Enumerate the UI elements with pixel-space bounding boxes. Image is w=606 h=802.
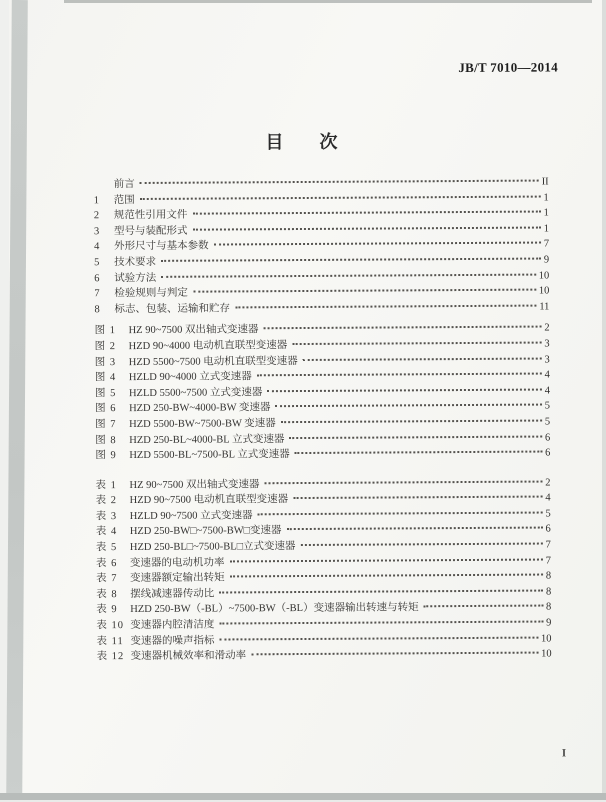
toc-entry-number: 图 9 [95,448,129,464]
toc-entry-number: 表 12 [97,649,131,665]
toc-row [95,446,550,464]
toc-entry-number: 1 [94,193,114,209]
toc-leader-dots [140,195,541,199]
toc-leader-dots [235,304,536,308]
toc-entry-page: 6 [545,446,550,462]
toc-row [97,647,552,665]
toc-leader-dots [303,357,542,360]
toc-entry-label: 标志、包装、运输和贮存 [114,301,232,317]
toc-entry-label: HZD 250-BL~4000-BL 立式变速器 [129,432,286,449]
toc-leader-dots [292,341,541,345]
toc-entry-page: 2 [544,321,549,337]
toc-leader-dots [219,636,538,640]
toc-entry-label: HZ 90~7500 双出轴式变速器 [129,323,261,339]
toc-entry-number: 4 [94,240,114,256]
toc-entry-page: 10 [541,647,552,663]
toc-leader-dots [295,451,542,455]
toc-entry-number: 表 10 [96,618,130,634]
toc-entry-number: 表 8 [96,587,130,603]
toc-entry-page: 5 [545,399,550,415]
toc-entry-page: 9 [544,252,549,268]
toc-chapter-list [94,174,550,317]
toc-entry-label: 变速器的噪声指标 [130,633,216,649]
toc-entry-number: 2 [94,208,114,224]
toc-entry-label: HZLD 90~7500 立式变速器 [130,508,255,524]
toc-leader-dots [230,574,543,578]
toc-entry-page: 3 [544,352,549,368]
toc-entry-label: 变速器内腔清洁度 [130,618,216,634]
toc-leader-dots [267,388,541,392]
toc-leader-dots [289,435,542,439]
toc-entry-number: 表 1 [95,478,129,494]
page-title: 目 次 [0,126,604,156]
toc-leader-dots [214,242,541,246]
toc-entry-number: 表 9 [96,602,130,618]
toc-leader-dots [281,419,542,423]
toc-entry-number: 图 3 [95,355,129,371]
toc-entry-number: 7 [94,286,114,302]
toc-entry-label: HZD 250-BW~4000-BW 变速器 [129,400,272,416]
toc-entry-label: 变速器机械效率和滑动率 [131,649,249,665]
toc-leader-dots [293,496,542,500]
toc-entry-page: 8 [546,569,551,585]
toc-figure-list [95,321,551,464]
toc-entry-label: HZD 5500-BL~7500-BL 立式变速器 [129,447,292,464]
toc-entry-label: 检验规则与判定 [114,286,190,302]
toc-entry-label: HZD 90~7500 电动机直联型变速器 [130,492,291,509]
toc-entry-page: II [542,174,549,190]
toc-entry-label: HZD 90~4000 电动机直联型变速器 [129,338,290,355]
toc-table-list [95,475,551,665]
toc-entry-page: 4 [545,368,550,384]
toc-entry-number: 8 [94,302,114,318]
toc-entry-page: 4 [545,491,550,507]
toc-entry-page: 1 [544,206,549,222]
toc-entry-number: 图 7 [95,417,129,433]
toc-entry-number: 表 6 [96,556,130,572]
toc-entry-label: HZD 250-BW（-BL）~7500-BW（-BL）变速器输出转速与转矩 [130,601,420,618]
toc-leader-dots [263,326,541,330]
toc-entry-page: 5 [545,414,550,430]
toc-entry-label: 外形尺寸与基本参数 [114,239,211,255]
toc-entry-label: HZLD 5500~7500 立式变速器 [129,385,265,401]
toc-leader-dots [193,289,536,293]
toc-entry-label: 变速器额定输出转矩 [130,571,227,587]
toc-entry-page: 7 [546,553,551,569]
toc-entry-label: 型号与装配形式 [114,223,190,239]
toc-entry-page: 5 [545,506,550,522]
toc-entry-label: HZD 5500-BW~7500-BW 变速器 [129,416,278,433]
toc-entry-label: 试验方法 [114,270,158,286]
toc-leader-dots [192,226,540,230]
toc-entry-number: 图 6 [95,401,129,417]
toc-leader-dots [192,211,540,215]
toc-entry-label: 范围 [114,193,137,209]
toc-entry-label: HZ 90~7500 双出轴式变速器 [129,477,261,493]
toc-entry-label: 变速器的电动机功率 [130,555,227,571]
toc-entry-number: 5 [94,255,114,271]
toc-entry-number: 表 5 [96,540,130,556]
toc-entry-number: 图 5 [95,386,129,402]
toc-leader-dots [251,652,538,656]
toc-entry-page: 6 [545,522,550,538]
toc-entry-number: 图 4 [95,370,129,386]
toc-entry-page: 6 [545,430,550,446]
toc-leader-dots [301,543,543,546]
toc-entry-page: 10 [539,284,550,300]
toc-entry-number: 6 [94,271,114,287]
toc-entry-page: 8 [546,600,551,616]
toc-entry-page: 7 [546,538,551,554]
toc-entry-label: HZLD 90~4000 立式变速器 [129,369,254,385]
toc-entry-page: 10 [539,268,550,284]
toc-leader-dots [219,621,543,625]
toc-entry-label: HZD 250-BW□~7500-BW□变速器 [130,524,284,541]
toc-entry-label: HZD 250-BL□~7500-BL□立式变速器 [130,539,298,556]
toc-entry-number: 3 [94,224,114,240]
toc-leader-dots [257,373,542,377]
toc-leader-dots [264,480,542,484]
toc-entry-number: 图 1 [95,323,129,339]
toc-leader-dots [161,273,536,277]
toc-entry-number: 表 3 [96,509,130,525]
toc-entry-page: 3 [544,336,549,352]
toc-leader-dots [161,258,541,262]
toc-entry-page: 10 [541,631,552,647]
toc-entry-number: 图 8 [95,433,129,449]
toc-entry-number: 图 2 [95,339,129,355]
toc-entry-label: 前言 [114,177,137,193]
toc-entry-number: 表 2 [96,493,130,509]
toc-entry-number: 表 11 [96,634,130,650]
toc-leader-dots [229,558,542,562]
table-of-contents [94,174,552,665]
toc-entry-label: 规范性引用文件 [114,208,190,224]
toc-entry-page: 8 [546,584,551,600]
toc-leader-dots [286,527,542,531]
toc-entry-page: 11 [539,299,549,315]
toc-entry-page: 9 [546,616,551,632]
toc-leader-dots [275,404,541,408]
toc-row [94,299,549,317]
standard-number: JB/T 7010—2014 [458,59,558,76]
toc-entry-label: 摆线减速器传动比 [130,586,216,602]
toc-leader-dots [219,589,543,593]
toc-entry-label: HZD 5500~7500 电动机直联型变速器 [129,354,300,371]
toc-entry-page: 2 [545,475,550,491]
toc-entry-number: 表 7 [96,571,130,587]
toc-entry-page: 7 [544,237,549,253]
toc-leader-dots [140,180,539,184]
toc-leader-dots [258,511,543,515]
toc-entry-number: 表 4 [96,525,130,541]
page-number: I [562,747,566,759]
toc-leader-dots [424,605,543,608]
toc-entry-page: 1 [543,190,548,206]
toc-entry-label: 技术要求 [114,255,158,271]
toc-entry-page: 4 [545,383,550,399]
toc-entry-page: 1 [544,221,549,237]
